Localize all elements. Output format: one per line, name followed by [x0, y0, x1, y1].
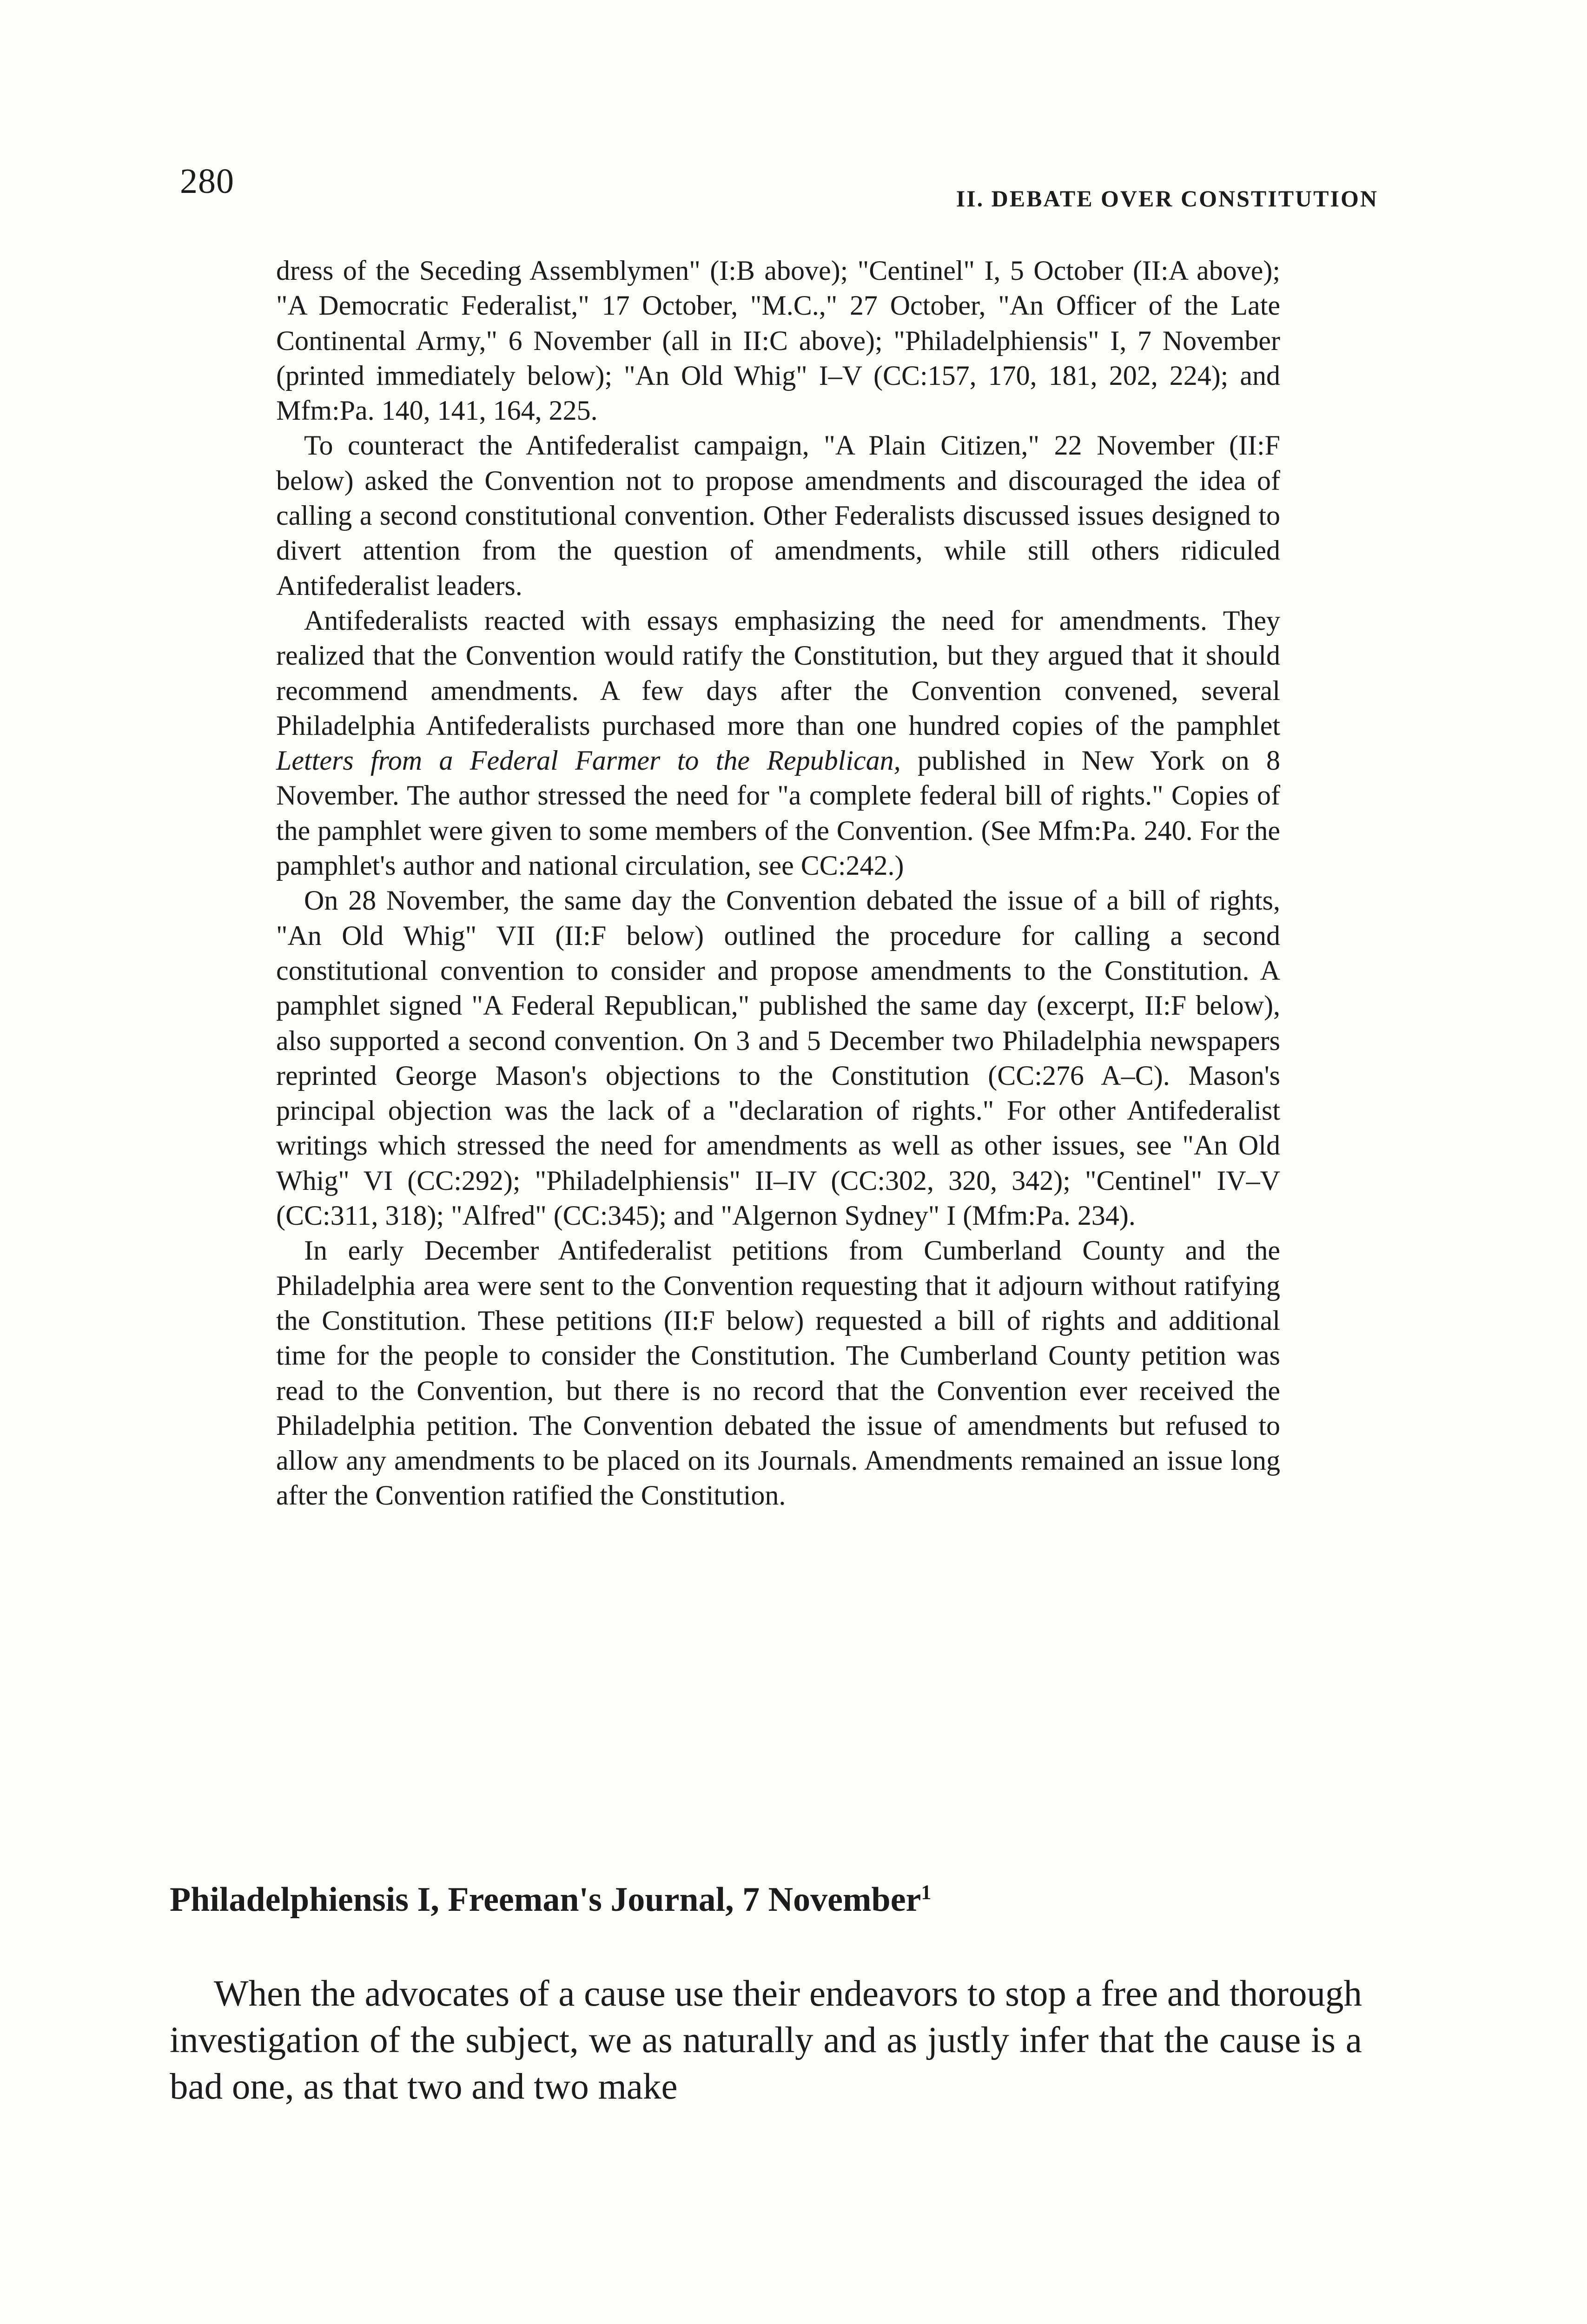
section-heading — [170, 1882, 1309, 1917]
page-number: 280 — [180, 162, 234, 201]
intro-paragraph-5: In early December Antifederalist petitions from Cumberland County and the Philadelphia area were sent to the Convention requesting that it adjourn without ratifying the Constitution. These petitions (II:F below) requested a bill of rights and additional time for the people to consider the Constitution. The Cumberland County petition was read to the Convention, but there is no record that the Convention ever received the Philadelphia petition. The Convention debated the issue of amendments but refused to allow any amendments to be placed on its Journals. Amendments remained an issue long after the Convention ratified the Constitution. — [276, 1235, 1280, 1511]
editorial-note — [276, 253, 1280, 1513]
intro-paragraph-2: To counteract the Antifederalist campaign, "A Plain Citizen," 22 November (II:F below) asked the Convention not to propose amendments and discouraged the idea of calling a second constitutional convention. Other Federalists discussed issues designed to divert attention from the question of amendments, while still others ridiculed Antifederalist leaders. — [276, 430, 1280, 601]
intro-paragraph-3-before: Antifederalists reacted with essays emphasizing the need for amendments. They realized that the Convention would ratify the Constitution, but they argued that it should recommend amendments. A few days after the Convention convened, several Philadelphia Antifederalists purchased more than one hundred copies of the pamphlet — [276, 605, 1280, 741]
intro-paragraph-3-after: published in New York on 8 November. The author stressed the need for "a complete federal bill of rights." Copies of the pamphlet were given to some members of the Convention. (See Mfm:Pa. 240. For the pamphlet's author and national circulation, see CC:242.) — [276, 745, 1281, 881]
pamphlet-title: Letters from a Federal Farmer to the Republican, — [276, 745, 901, 776]
footnote-marker: 1 — [921, 1881, 932, 1904]
article-paragraph-1: When the advocates of a cause use their endeavors to stop a free and thorough investigation of the subject, we as naturally and as justly infer that the cause is a bad one, as that two and two make — [170, 1974, 1362, 2107]
intro-paragraph-4: On 28 November, the same day the Convention debated the issue of a bill of rights, "An Old Whig" VII (II:F below) outlined the procedure for calling a second constitutional convention to consider and propose amendments to the Constitution. A pamphlet signed "A Federal Republican," published the same day (excerpt, II:F below), also supported a second convention. On 3 and 5 December two Philadelphia newspapers reprinted George Mason's objections to the Constitution (CC:276 A–C). Mason's principal objection was the lack of a "declaration of rights." For other Antifederalist writings which stressed the need for amendments as well as other issues, see "An Old Whig" VI (CC:292); "Philadelphiensis" II–IV (CC:302, 320, 342); "Centinel" IV–V (CC:311, 318); "Alfred" (CC:345); and "Algernon Sydney" I (Mfm:Pa. 234). — [276, 885, 1280, 1231]
article-body — [170, 1971, 1362, 2110]
intro-paragraph-1: dress of the Seceding Assemblymen" (I:B above); "Centinel" I, 5 October (II:A above); "A Democratic Federalist," 17 October, "M.C.," 27 October, "An Officer of the Late Continental Army," 6 November (all in II:C above); "Philadelphiensis" I, 7 November (printed immediately below); "An Old Whig" I–V (CC:157, 170, 181, 202, 224); and Mfm:Pa. 140, 141, 164, 225. — [276, 255, 1280, 426]
section-heading-text: Philadelphiensis I, Freeman's Journal, 7 November — [170, 1881, 921, 1919]
intro-paragraph-3 — [276, 603, 1280, 883]
running-head: II. DEBATE OVER CONSTITUTION — [956, 185, 1378, 211]
